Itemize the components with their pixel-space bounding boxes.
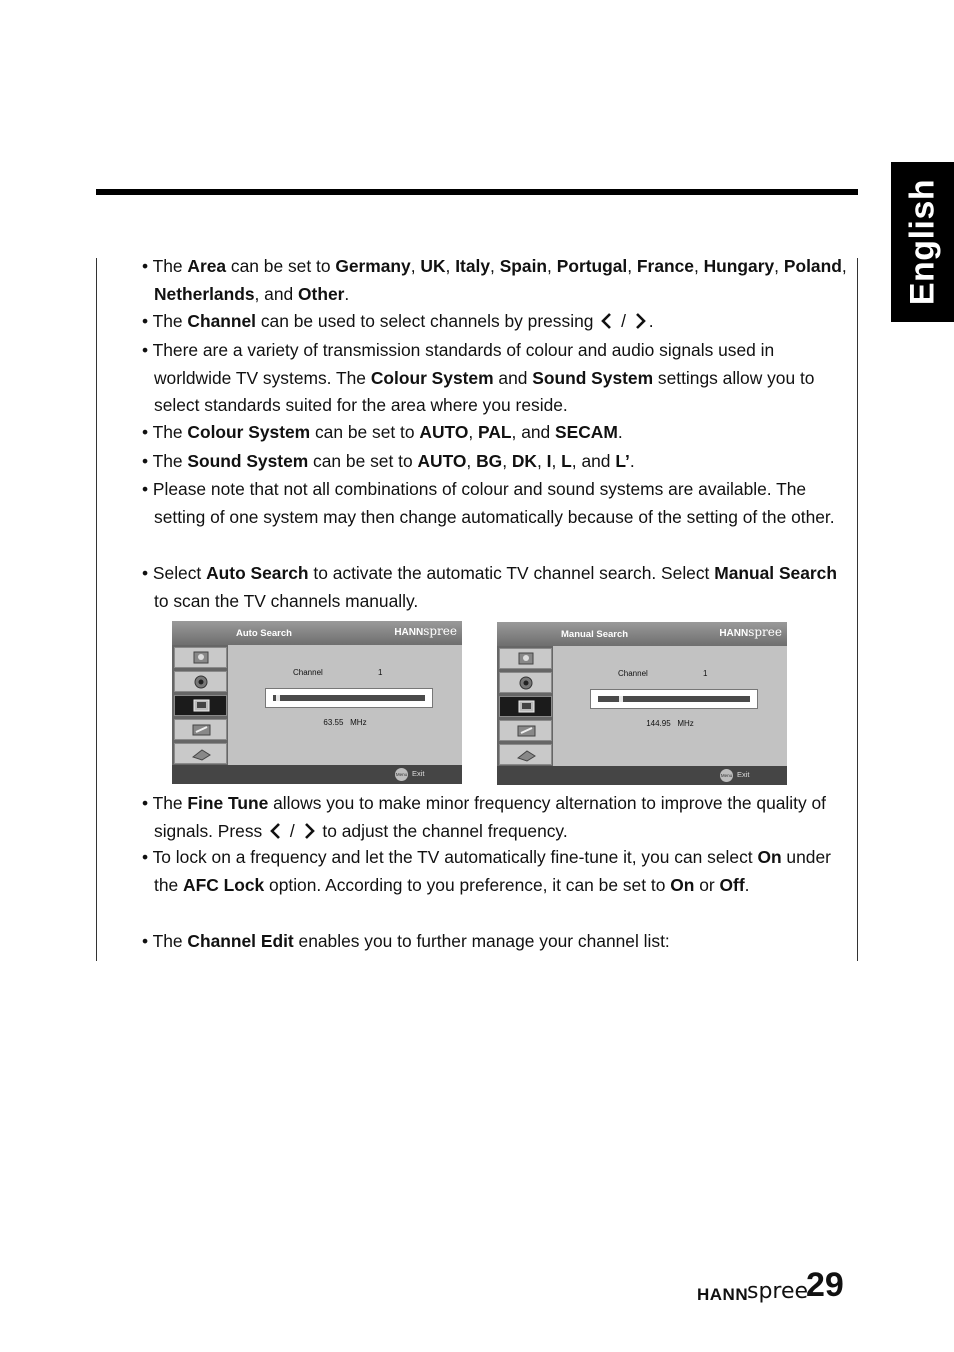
bullet-afc-lock: • To lock on a frequency and let the TV automatically fine-tune it, you can select On under the AFC Lock option. According to you preference, it can be set to On or Off. bbox=[142, 847, 831, 895]
screen-title: Auto Search bbox=[236, 628, 292, 639]
bullet-channel-edit: • The Channel Edit enables you to further manage your channel list: bbox=[142, 931, 670, 951]
frequency-readout: 144.95 MHz bbox=[646, 719, 694, 728]
tv-menu-icon[interactable] bbox=[499, 696, 552, 717]
bullet-standards: • There are a variety of transmission standards of colour and audio signals used in worldwide TV systems. The Colour System and Sound System settings allow you to select standards suited for the area where you reside. bbox=[142, 340, 815, 415]
progress-track bbox=[598, 696, 750, 702]
left-arrow-icon bbox=[267, 821, 285, 841]
setup-menu-icon[interactable] bbox=[499, 720, 552, 741]
hannspree-logo: HANNspree bbox=[394, 624, 457, 638]
search-progress-bar bbox=[265, 688, 433, 708]
bullet-note: • Please note that not all combinations of colour and sound systems are available. The setting of one system may then change automatically because of the setting of the other. bbox=[142, 479, 835, 527]
menu-sidebar bbox=[172, 645, 228, 765]
bullet-channel: • The Channel can be used to select channels by pressing / . bbox=[142, 311, 654, 331]
sound-menu-icon[interactable] bbox=[499, 672, 552, 693]
frequency-readout: 63.55 MHz bbox=[323, 718, 367, 727]
language-tab bbox=[891, 162, 954, 322]
hannspree-logo: HANNspree bbox=[719, 625, 782, 639]
picture-menu-icon[interactable] bbox=[499, 648, 552, 669]
screen-footer bbox=[497, 766, 787, 785]
bullet-search: • Select Auto Search to activate the automatic TV channel search. Select Manual Search to scan the TV channels manually. bbox=[142, 563, 837, 611]
screen-title: Manual Search bbox=[561, 629, 629, 640]
bullet-fine-tune: • The Fine Tune allows you to make minor frequency alternation to improve the quality of signals. Press / to adjust the channel frequency. bbox=[142, 793, 826, 841]
search-progress-bar bbox=[590, 689, 758, 709]
top-rule bbox=[96, 189, 858, 195]
screen-footer bbox=[172, 765, 462, 784]
channel-label: Channel bbox=[618, 669, 648, 678]
channel-value: 1 bbox=[378, 668, 383, 677]
channel-label: Channel bbox=[293, 668, 323, 677]
left-arrow-icon bbox=[598, 311, 616, 331]
right-arrow-icon bbox=[631, 311, 649, 331]
menu-button[interactable]: Menu bbox=[395, 768, 408, 781]
screen-body bbox=[228, 645, 462, 765]
progress-marker bbox=[619, 696, 623, 702]
right-arrow-icon bbox=[300, 821, 318, 841]
frame-right-line bbox=[857, 258, 858, 961]
picture-menu-icon[interactable] bbox=[174, 647, 227, 668]
sound-menu-icon[interactable] bbox=[174, 671, 227, 692]
screen-header bbox=[172, 621, 462, 645]
function-menu-icon[interactable] bbox=[499, 744, 552, 765]
function-menu-icon[interactable] bbox=[174, 743, 227, 764]
page-number: 29 bbox=[806, 1266, 844, 1304]
auto-search-screen bbox=[172, 621, 462, 784]
progress-marker bbox=[276, 695, 280, 701]
screen-header bbox=[497, 622, 787, 646]
bullet-sound-system: • The Sound System can be set to AUTO, BG, DK, I, L, and L’. bbox=[142, 451, 635, 471]
exit-label: Exit bbox=[412, 769, 425, 778]
channel-value: 1 bbox=[703, 669, 708, 678]
bullet-area: • The Area can be set to Germany, UK, Italy, Spain, Portugal, France, Hungary, Poland, Netherlands, and Other. bbox=[142, 256, 847, 304]
screen-body bbox=[553, 646, 787, 766]
language-tab-label: English bbox=[903, 178, 941, 306]
setup-menu-icon[interactable] bbox=[174, 719, 227, 740]
manual-search-screen bbox=[497, 622, 787, 785]
progress-track bbox=[273, 695, 425, 701]
bullet-colour-system: • The Colour System can be set to AUTO, PAL, and SECAM. bbox=[142, 422, 623, 442]
menu-sidebar bbox=[497, 646, 553, 766]
tv-menu-icon[interactable] bbox=[174, 695, 227, 716]
frame-left-line bbox=[96, 258, 97, 961]
menu-button[interactable]: Menu bbox=[720, 769, 733, 782]
exit-label: Exit bbox=[737, 770, 750, 779]
